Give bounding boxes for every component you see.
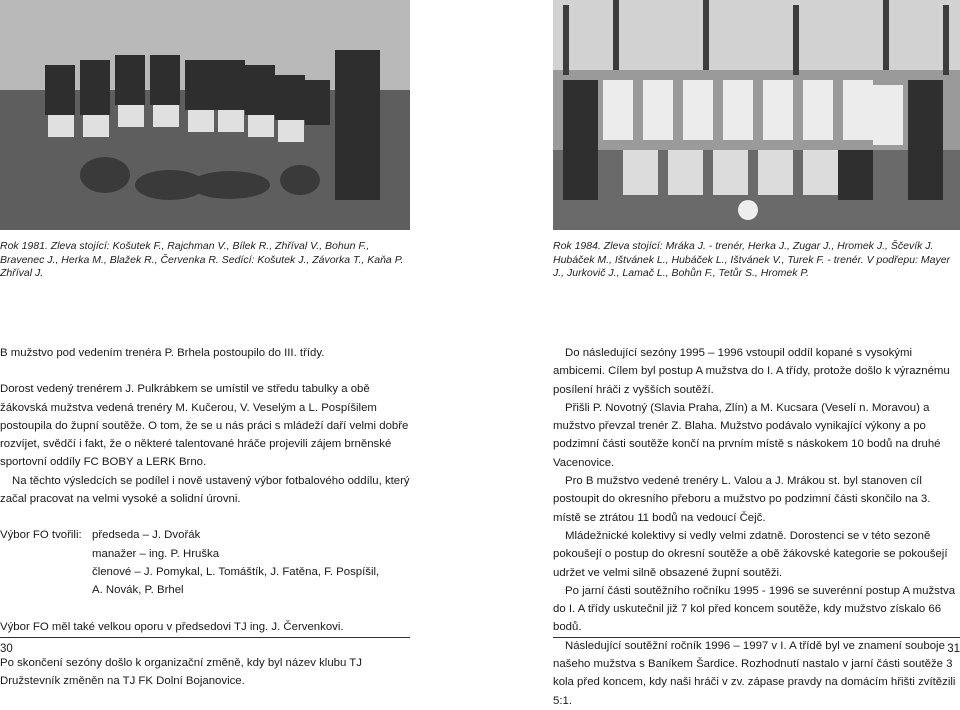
committee-line: členové – J. Pomykal, L. Tomáštík, J. Fatěna, F. Pospíšil, — [92, 565, 380, 578]
committee-line: A. Novák, P. Brhel — [92, 584, 184, 597]
paragraph: Po skončení sezóny došlo k organizační změně, kdy byl název klubu TJ Družstevník změněn na TJ FK Dolní Bojanovice. — [0, 656, 362, 688]
right-column-text — [553, 344, 960, 710]
paragraph: Přišli P. Novotný (Slavia Praha, Zlín) a M. Kucsara (Veselí n. Moravou) a mužstvo převzal trenér Z. Blaha. Mužstvo podávalo vynikající výkony a po podzimní části soutěže končí na prvním místě s náskokem 10 bodů na druhé Vacenovice. — [553, 401, 941, 469]
paragraph: Mládežnické kolektivy si vedly velmi zdatně. Dorostenci se v této sezoně pokoušejí o postup do okresní soutěže a obě žákovské kategorie se pokoušejí udržet ve velmi silně obsazené župní soutěži. — [553, 529, 948, 579]
paragraph: Do následující sezóny 1995 – 1996 vstoupil oddíl kopané s vysokými ambicemi. Cílem byl postup A mužstva do I. A třídy, protože došlo k výraznému posílení hráči z vyšších soutěží. — [553, 347, 950, 396]
footer-rule-left — [0, 637, 410, 638]
paragraph: Pro B mužstvo vedené trenéry L. Valou a J. Mrákou st. byl stanoven cíl postoupit do okresního přeboru a mužstvo po podzimní části skončilo na 3. místě se ztrátou 11 bodů na vedoucí Čejč. — [553, 475, 931, 524]
paragraph: Výbor FO měl také velkou oporu v předsedovi TJ ing. J. Červenkovi. — [0, 620, 344, 633]
team-photo-1984 — [553, 0, 960, 230]
footer-rule-right — [553, 637, 960, 638]
committee-line: předseda – J. Dvořák — [92, 529, 201, 542]
team-photo-1981 — [0, 0, 410, 230]
paragraph: Dorost vedený trenérem J. Pulkrábkem se umístil ve středu tabulky a obě žákovská mužstva vedená trenéry M. Kučerou, V. Veselým a L. Pospíšilem postoupila do župní soutěže. O tom, že se u nás práci s mládeží daří velmi dobře rozvíjet, svědčí i fakt, že o některé talentované hráče projevili zájem brněnské sportovní oddíly FC BOBY a LERK Brno. — [0, 383, 409, 469]
committee-heading: Výbor FO tvořili: — [0, 529, 82, 542]
photo-caption-left: Rok 1981. Zleva stojící: Košutek F., Rajchman V., Bílek R., Zhříval V., Bohun F., Bravenec J., Herka M., Blažek R., Červenka R. Sedící: Košutek J., Závorka T., Kaňa P. Zhříval J. — [0, 240, 404, 279]
committee-line: manažer – ing. P. Hruška — [92, 547, 220, 560]
paragraph: Na těchto výsledcích se podílel i nově ustavený výbor fotbalového oddílu, který začal pracovat na velmi vysoké a solidní úrovni. — [0, 474, 410, 506]
paragraph: Následující soutěžní ročník 1996 – 1997 v I. A třídě byl ve znamení souboje našeho mužstva s Baníkem Šardice. Rozhodnutí nastalo v jarní části soutěže 3 kola před koncem, kdy naši hráči v zv. zápase pravdy na domácím hřišti zvítězili 5:1. — [553, 639, 956, 707]
page-number-left: 30 — [0, 643, 13, 655]
paragraph: B mužstvo pod vedením trenéra P. Brhela postoupilo do III. třídy. — [0, 347, 325, 359]
page-number-right: 31 — [947, 643, 960, 655]
committee-list — [0, 526, 410, 599]
left-column-text — [0, 344, 410, 690]
photo-caption-right: Rok 1984. Zleva stojící: Mráka J. - trenér, Herka J., Zugar J., Hromek J., Ščevík J. Hubáček M., Ištvánek L., Hubáček L., Ištvánek V., Turek F. - trenér. V podřepu: Mayer J., Jurkovič J., Lamač L., Bohůn F., Tetůr S., Hromek P. — [553, 240, 951, 279]
paragraph: Po jarní části soutěžního ročníku 1995 - 1996 se suverénní postup A mužstva do I. A třídy uskutečnil již 7 kol před koncem soutěže, kdy mužstvo získalo 66 bodů. — [553, 584, 956, 634]
